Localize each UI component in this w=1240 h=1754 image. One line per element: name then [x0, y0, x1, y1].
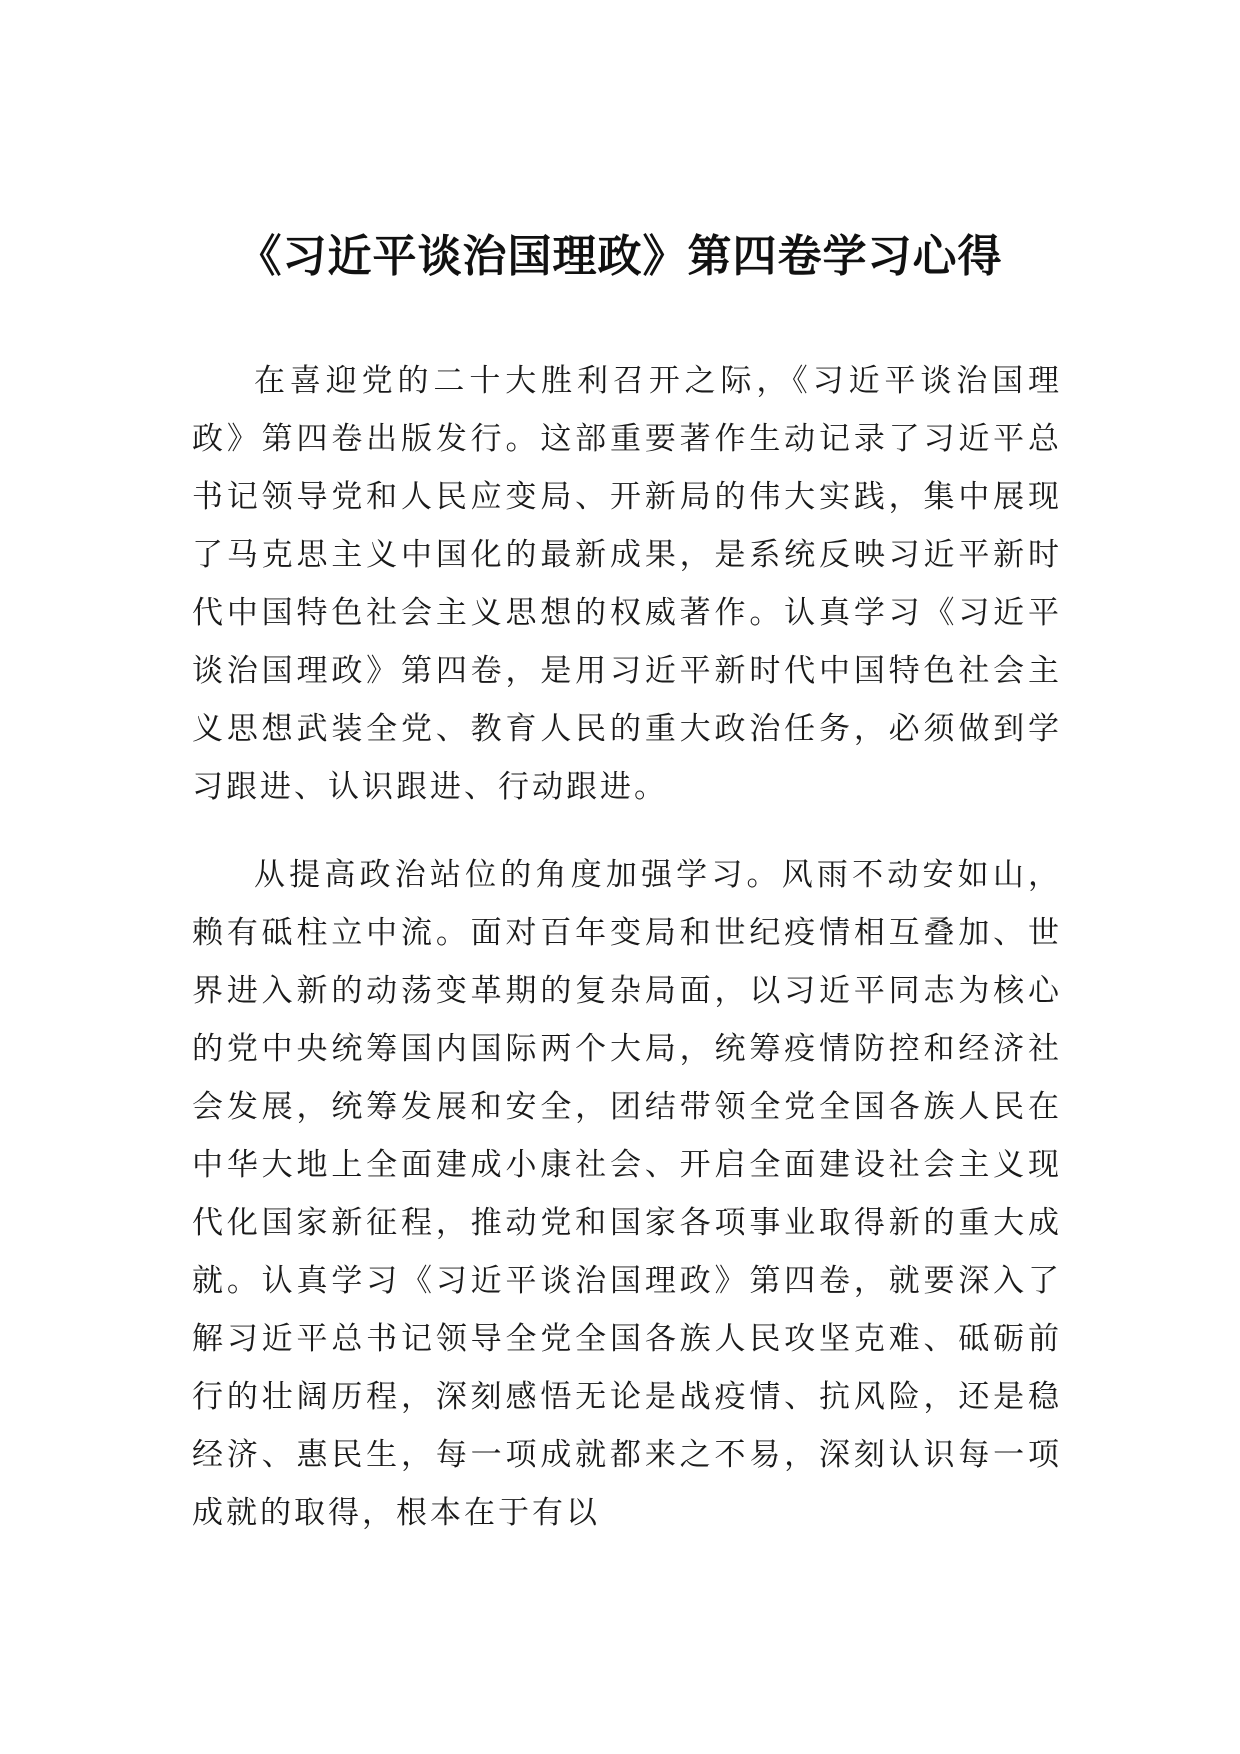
- paragraph-1: 在喜迎党的二十大胜利召开之际，《习近平谈治国理政》第四卷出版发行。这部重要著作生动记录了习近平总书记领导党和人民应变局、开新局的伟大实践，集中展现了马克思主义中国化的最新成果，是系统反映习近平新时代中国特色社会主义思想的权威著作。认真学习《习近平谈治国理政》第四卷，是用习近平新时代中国特色社会主义思想武装全党、教育人民的重大政治任务，必须做到学习跟进、认识跟进、行动跟进。: [192, 363, 1062, 805]
- document-body: [192, 352, 1062, 1572]
- document-title: 《习近平谈治国理政》第四卷学习心得: [237, 231, 1003, 282]
- paragraph-2: 从提高政治站位的角度加强学习。风雨不动安如山，赖有砥柱立中流。面对百年变局和世纪疫情相互叠加、世界进入新的动荡变革期的复杂局面，以习近平同志为核心的党中央统筹国内国际两个大局，统筹疫情防控和经济社会发展，统筹发展和安全，团结带领全党全国各族人民在中华大地上全面建成小康社会、开启全面建设社会主义现代化国家新征程，推动党和国家各项事业取得新的重大成就。认真学习《习近平谈治国理政》第四卷，就要深入了解习近平总书记领导全党全国各族人民攻坚克难、砥砺前行的壮阔历程，深刻感悟无论是战疫情、抗风险，还是稳经济、惠民生，每一项成就都来之不易，深刻认识每一项成就的取得，根本在于有以: [192, 857, 1062, 1531]
